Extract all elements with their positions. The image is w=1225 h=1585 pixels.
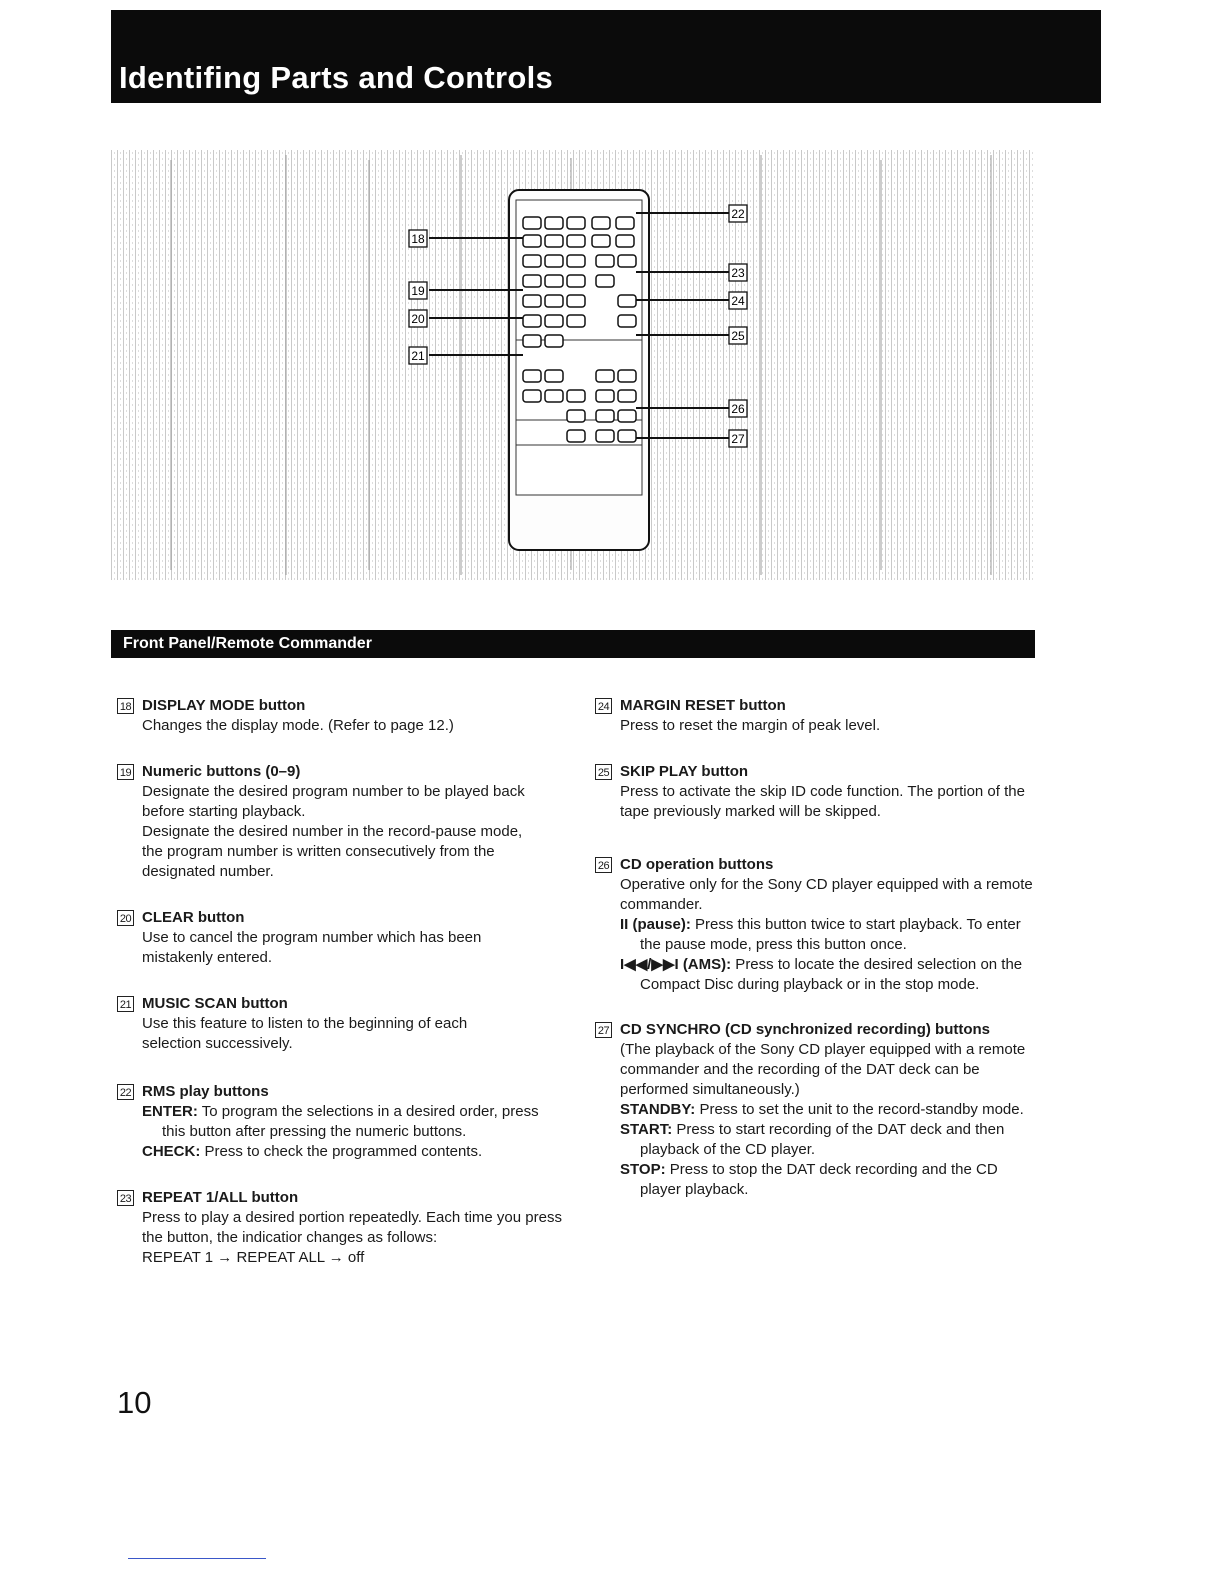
left-column xyxy=(117,696,562,1268)
sub-text: Press to set the unit to the record-standby mode. xyxy=(695,1101,1024,1118)
item-repeat xyxy=(117,1188,562,1268)
item-title: MUSIC SCAN button xyxy=(142,995,288,1012)
item-margin-reset xyxy=(595,696,1040,736)
item-text: Press to reset the margin of peak level. xyxy=(620,717,881,734)
item-text: (The playback of the Sony CD player equipped with a remote commander and the recording of the DAT deck can be performed simultaneously.) xyxy=(620,1041,1026,1098)
item-title: Numeric buttons (0–9) xyxy=(142,763,301,780)
callout-20: 20 xyxy=(411,312,425,326)
item-text: REPEAT 1 → REPEAT ALL → off xyxy=(142,1249,365,1266)
item-subentry xyxy=(142,1102,552,1142)
item-cd-operation xyxy=(595,855,1040,995)
item-title: CD SYNCHRO (CD synchronized recording) buttons xyxy=(620,1021,991,1038)
callout-21: 21 xyxy=(411,349,425,363)
callout-24: 24 xyxy=(731,294,745,308)
item-text: Press to play a desired portion repeatedly. Each time you press the button, the indicatior changes as follows: xyxy=(142,1209,562,1246)
sub-label: STOP: xyxy=(620,1161,666,1178)
item-title: SKIP PLAY button xyxy=(620,763,749,780)
item-subentry xyxy=(142,1142,552,1162)
sub-label: CHECK: xyxy=(142,1143,201,1160)
item-number: 22 xyxy=(117,1084,134,1100)
item-text: Designate the desired program number to be played back before starting playback. xyxy=(142,783,525,820)
callout-22: 22 xyxy=(731,207,745,221)
sub-text: Press to locate the desired selection on the Compact Disc during playback or in the stop mode. xyxy=(640,956,1023,993)
item-skip-play xyxy=(595,762,1040,822)
sub-text: Press to check the programmed contents. xyxy=(200,1143,483,1160)
sub-label: ENTER: xyxy=(142,1103,198,1120)
item-number: 19 xyxy=(117,764,134,780)
item-numeric-buttons xyxy=(117,762,562,882)
callout-25: 25 xyxy=(731,329,745,343)
item-text: Designate the desired number in the record-pause mode, the program number is written consecutively from the designated number. xyxy=(142,823,523,880)
callout-23: 23 xyxy=(731,266,745,280)
item-number: 23 xyxy=(117,1190,134,1206)
page-number: 10 xyxy=(117,1385,152,1420)
callout-27: 27 xyxy=(731,432,745,446)
callout-19: 19 xyxy=(411,284,425,298)
item-number: 27 xyxy=(595,1022,612,1038)
remote-diagram-svg xyxy=(111,150,1033,580)
sub-label: START: xyxy=(620,1121,673,1138)
footer-rule xyxy=(128,1558,266,1559)
item-cd-synchro xyxy=(595,1020,1040,1200)
item-text: Use to cancel the program number which has been mistakenly entered. xyxy=(142,929,482,966)
item-rms-play xyxy=(117,1082,562,1162)
item-number: 26 xyxy=(595,857,612,873)
sub-text: Press this button twice to start playback. To enter the pause mode, press this button once. xyxy=(640,916,1021,953)
item-title: CLEAR button xyxy=(142,909,245,926)
header-bar xyxy=(111,10,1101,103)
item-display-mode xyxy=(117,696,562,736)
item-subentry xyxy=(620,1160,1040,1200)
item-text: Use this feature to listen to the beginning of each selection successively. xyxy=(142,1015,468,1052)
item-number: 20 xyxy=(117,910,134,926)
item-subentry xyxy=(620,955,1040,995)
sub-label: STANDBY: xyxy=(620,1101,696,1118)
right-column xyxy=(595,696,1040,1200)
section-title: Front Panel/Remote Commander xyxy=(123,635,372,652)
item-number: 25 xyxy=(595,764,612,780)
sub-text: To program the selections in a desired order, press this button after pressing the numeric buttons. xyxy=(162,1103,539,1140)
sub-label: I◀◀/▶▶I (AMS): xyxy=(620,956,732,973)
callout-26: 26 xyxy=(731,402,745,416)
item-title: RMS play buttons xyxy=(142,1083,269,1100)
item-text: Operative only for the Sony CD player equipped with a remote commander. xyxy=(620,876,1033,913)
item-subentry xyxy=(620,1100,1040,1120)
sub-label: II (pause): xyxy=(620,916,691,933)
item-title: CD operation buttons xyxy=(620,856,774,873)
item-subentry xyxy=(620,915,1040,955)
item-clear xyxy=(117,908,562,968)
sub-text: Press to stop the DAT deck recording and the CD player playback. xyxy=(640,1161,998,1198)
remote-commander-illustration xyxy=(111,150,1033,580)
item-music-scan xyxy=(117,994,562,1054)
callout-18: 18 xyxy=(411,232,425,246)
page-title: Identifing Parts and Controls xyxy=(119,60,554,95)
item-title: DISPLAY MODE button xyxy=(142,697,306,714)
item-text: Changes the display mode. (Refer to page 12.) xyxy=(142,717,454,734)
item-subentry xyxy=(620,1120,1040,1160)
item-title: REPEAT 1/ALL button xyxy=(142,1189,299,1206)
item-title: MARGIN RESET button xyxy=(620,697,786,714)
item-number: 24 xyxy=(595,698,612,714)
item-text: Press to activate the skip ID code function. The portion of the tape previously marked will be skipped. xyxy=(620,783,1025,820)
section-bar xyxy=(111,630,1035,658)
item-number: 21 xyxy=(117,996,134,1012)
sub-text: Press to start recording of the DAT deck and then playback of the CD player. xyxy=(640,1121,1005,1158)
item-number: 18 xyxy=(117,698,134,714)
